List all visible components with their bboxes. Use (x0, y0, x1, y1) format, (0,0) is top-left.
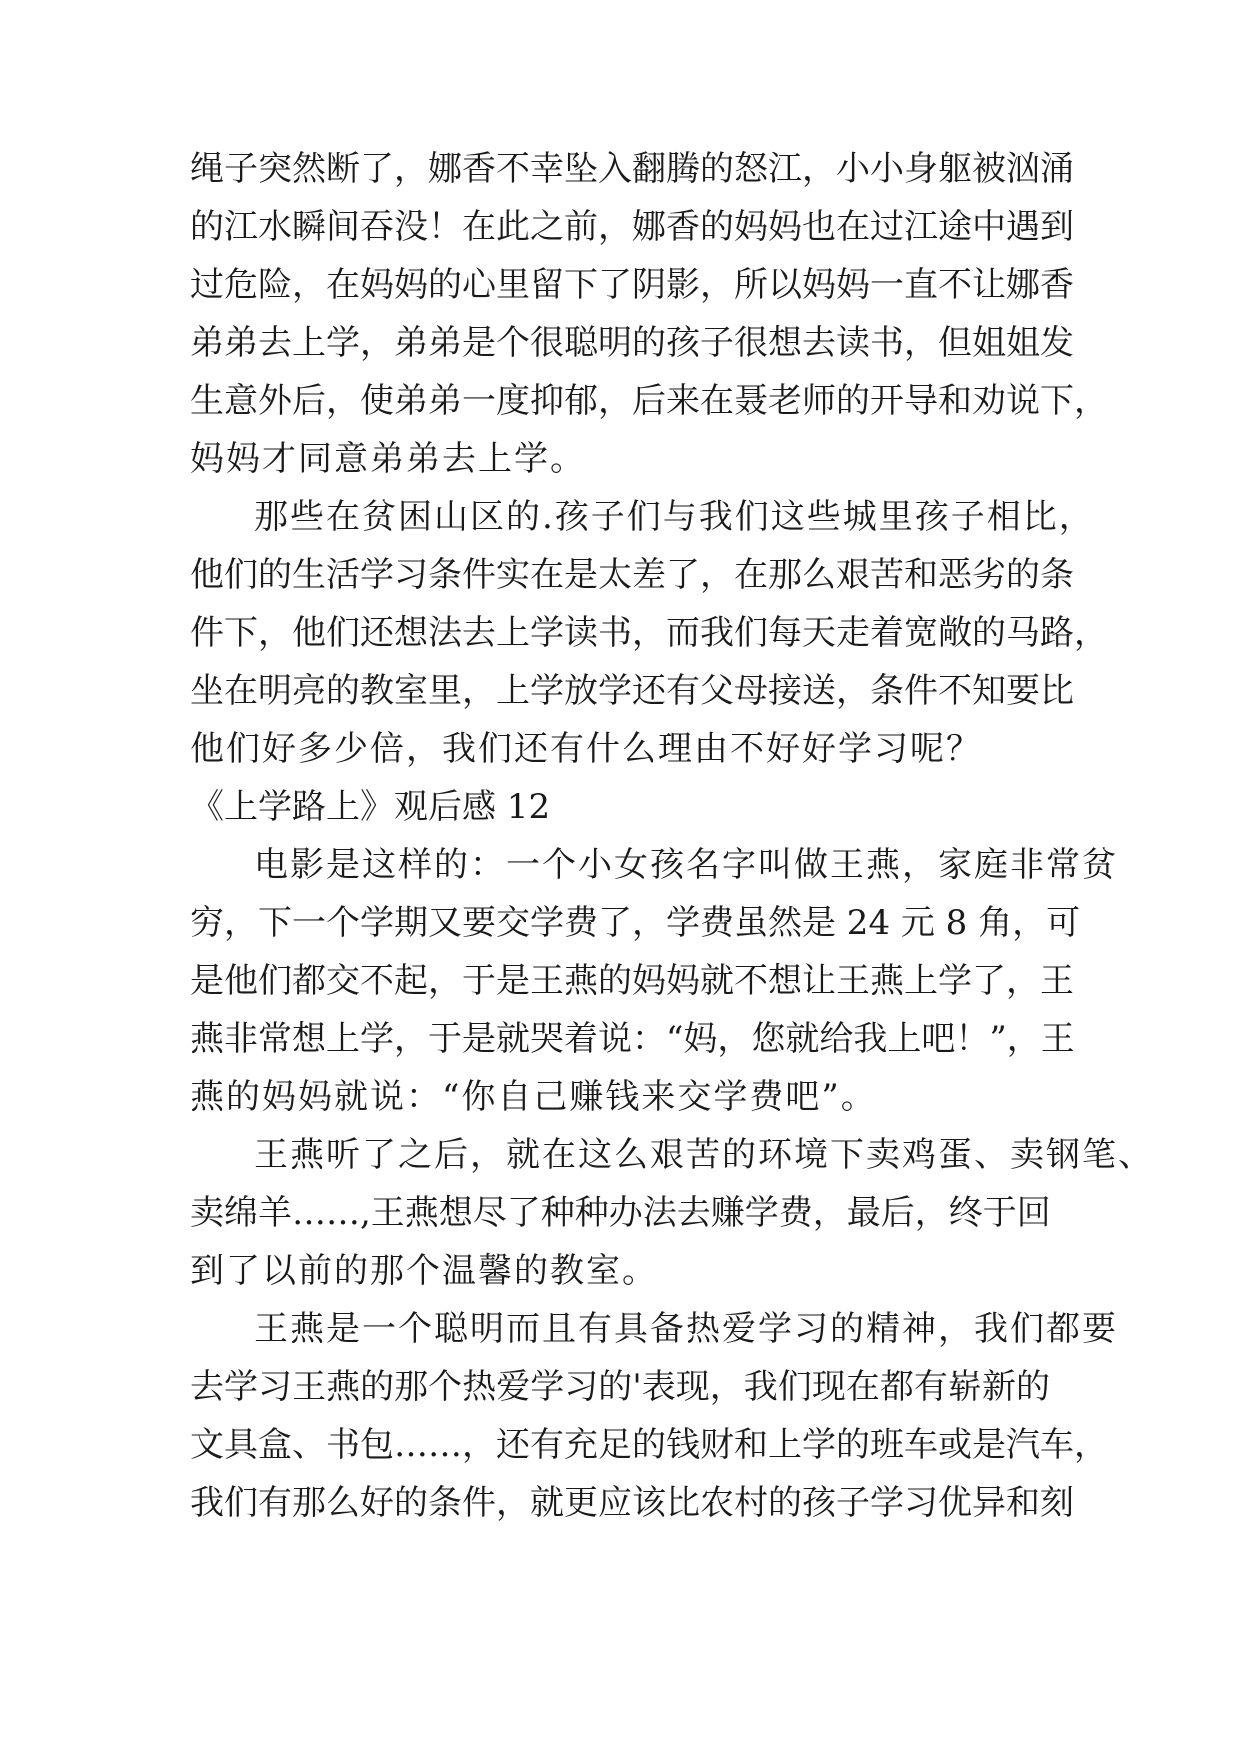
text-line: 文具盒、书包……，还有充足的钱财和上学的班车或是汽车， (190, 1425, 1108, 1465)
text-line: 他们的生活学习条件实在是太差了，在那么艰苦和恶劣的条 (190, 555, 1074, 595)
paragraph-first-line: 那些在贫困山区的.孩子们与我们这些城里孩子相比， (254, 497, 1095, 537)
text-line: 穷，下一个学期又要交学费了，学费虽然是 24 元 8 角，可 (190, 903, 1081, 943)
text-line: 生意外后，使弟弟一度抑郁，后来在聂老师的开导和劝说下， (190, 381, 1108, 421)
text-line: 他们好多少倍，我们还有什么理由不好好学习呢？ (190, 729, 982, 769)
text-line: 弟弟去上学，弟弟是个很聪明的孩子很想去读书，但姐姐发 (190, 323, 1074, 363)
body-text (190, 140, 1154, 1532)
text-line: 坐在明亮的教室里，上学放学还有父母接送，条件不知要比 (190, 671, 1074, 711)
text-line: 去学习王燕的那个热爱学习的'表现，我们现在都有崭新的 (190, 1367, 1050, 1407)
text-line: 我们有那么好的条件，就更应该比农村的孩子学习优异和刻 (190, 1483, 1074, 1523)
section-heading: 《上学路上》观后感 12 (190, 787, 551, 827)
text-line: 到了以前的那个温馨的教室。 (190, 1251, 658, 1291)
paragraph-first-line: 电影是这样的：一个小女孩名字叫做王燕，家庭非常贫 (254, 845, 1118, 885)
paragraph-first-line: 王燕听了之后，就在这么艰苦的环境下卖鸡蛋、卖钢笔、 (254, 1135, 1154, 1175)
text-line: 过危险，在妈妈的心里留下了阴影，所以妈妈一直不让娜香 (190, 265, 1074, 305)
paragraph-first-line: 王燕是一个聪明而且有具备热爱学习的精神，我们都要 (254, 1309, 1118, 1349)
text-line: 燕的妈妈就说：“你自己赚钱来交学费吧”。 (190, 1077, 877, 1117)
text-line: 妈妈才同意弟弟去上学。 (190, 439, 586, 479)
text-line: 卖绵羊……,王燕想尽了种种办法去赚学费，最后，终于回 (190, 1193, 1051, 1233)
text-line: 是他们都交不起，于是王燕的妈妈就不想让王燕上学了，王 (190, 961, 1074, 1001)
text-line: 绳子突然断了，娜香不幸坠入翻腾的怒江，小小身躯被汹涌 (190, 149, 1074, 189)
text-line: 的江水瞬间吞没！在此之前，娜香的妈妈也在过江途中遇到 (190, 207, 1074, 247)
text-line: 燕非常想上学，于是就哭着说：“妈，您就给我上吧！”，王 (190, 1019, 1075, 1059)
text-line: 件下，他们还想法去上学读书，而我们每天走着宽敞的马路， (190, 613, 1108, 653)
